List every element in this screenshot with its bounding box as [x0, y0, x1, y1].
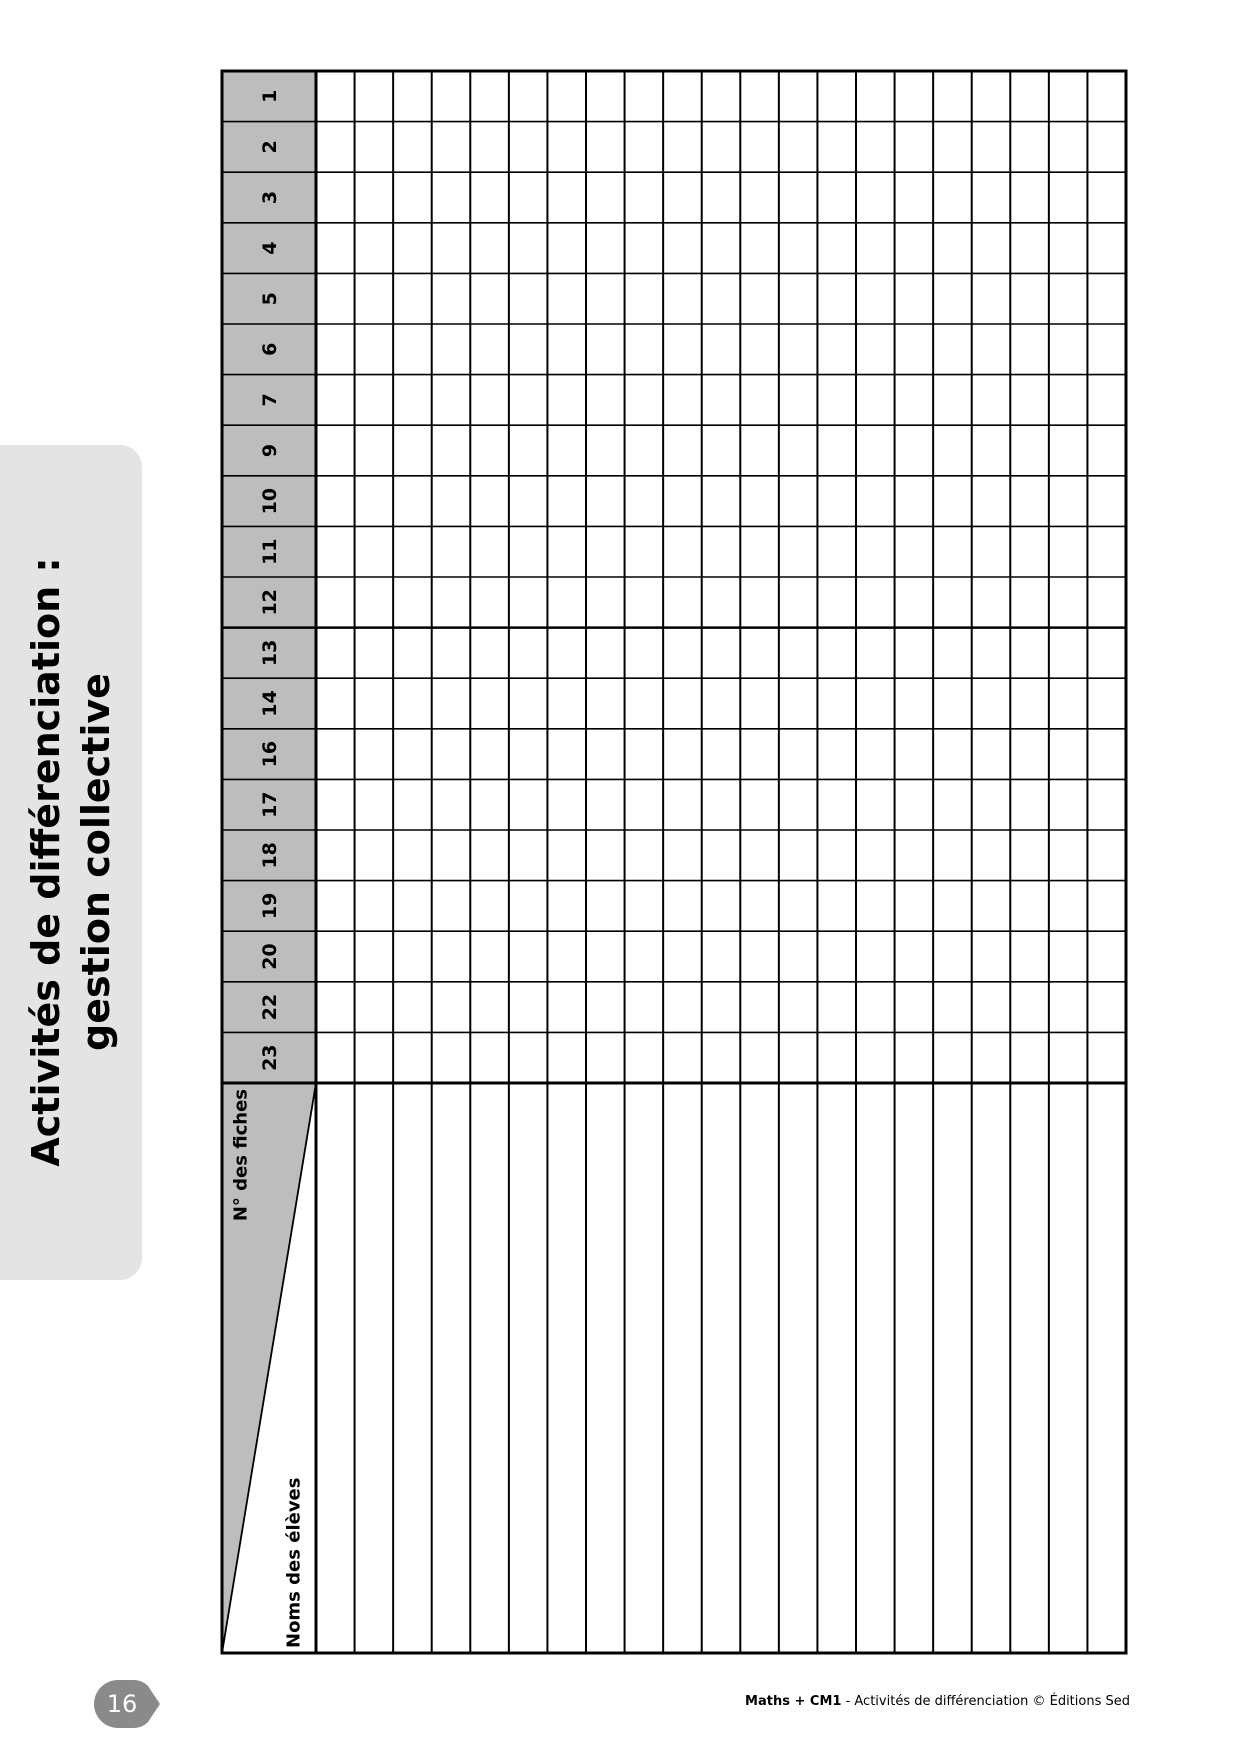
sheet-number-label: 1: [259, 89, 281, 103]
sheets-header-label: N° des fiches: [230, 1089, 252, 1222]
sheet-number-label: 16: [259, 740, 281, 768]
sheet-number-label: 20: [259, 943, 281, 970]
sheet-number-label: 2: [259, 140, 281, 154]
sheet-number-label: 19: [259, 892, 281, 920]
sheet-number-label: 13: [259, 639, 281, 667]
page-title-line-1: Activités de différenciation :: [24, 557, 68, 1167]
sheet-number-label: 14: [259, 690, 281, 717]
table-outer-border: [222, 71, 1126, 1653]
sheet-number-label: 4: [259, 241, 281, 255]
sheet-number-label: 7: [259, 393, 281, 407]
sheet-number-label: 11: [259, 538, 281, 565]
sheet-number-label: 5: [259, 292, 281, 306]
footer-credit: [745, 1694, 1130, 1709]
page-number: 16: [106, 1690, 138, 1718]
footer-text: - Activités de différenciation © Éditions Sed: [841, 1694, 1130, 1709]
sheet-number-label: 6: [259, 342, 281, 356]
sheet-number-label: 10: [259, 487, 281, 515]
sheet-number-label: 3: [259, 190, 281, 205]
page-title-line-2: gestion collective: [74, 673, 118, 1051]
sheet-number-label: 12: [259, 589, 281, 616]
students-header-label: Noms des élèves: [283, 1477, 305, 1648]
sheet-number-label: 18: [259, 842, 281, 869]
sheet-number-label: 9: [259, 443, 281, 458]
sheet-number-label: 17: [259, 791, 281, 818]
sheet-number-label: 22: [259, 993, 281, 1021]
sheet-number-label: 23: [259, 1044, 281, 1071]
footer-brand: Maths + CM1: [745, 1694, 842, 1709]
